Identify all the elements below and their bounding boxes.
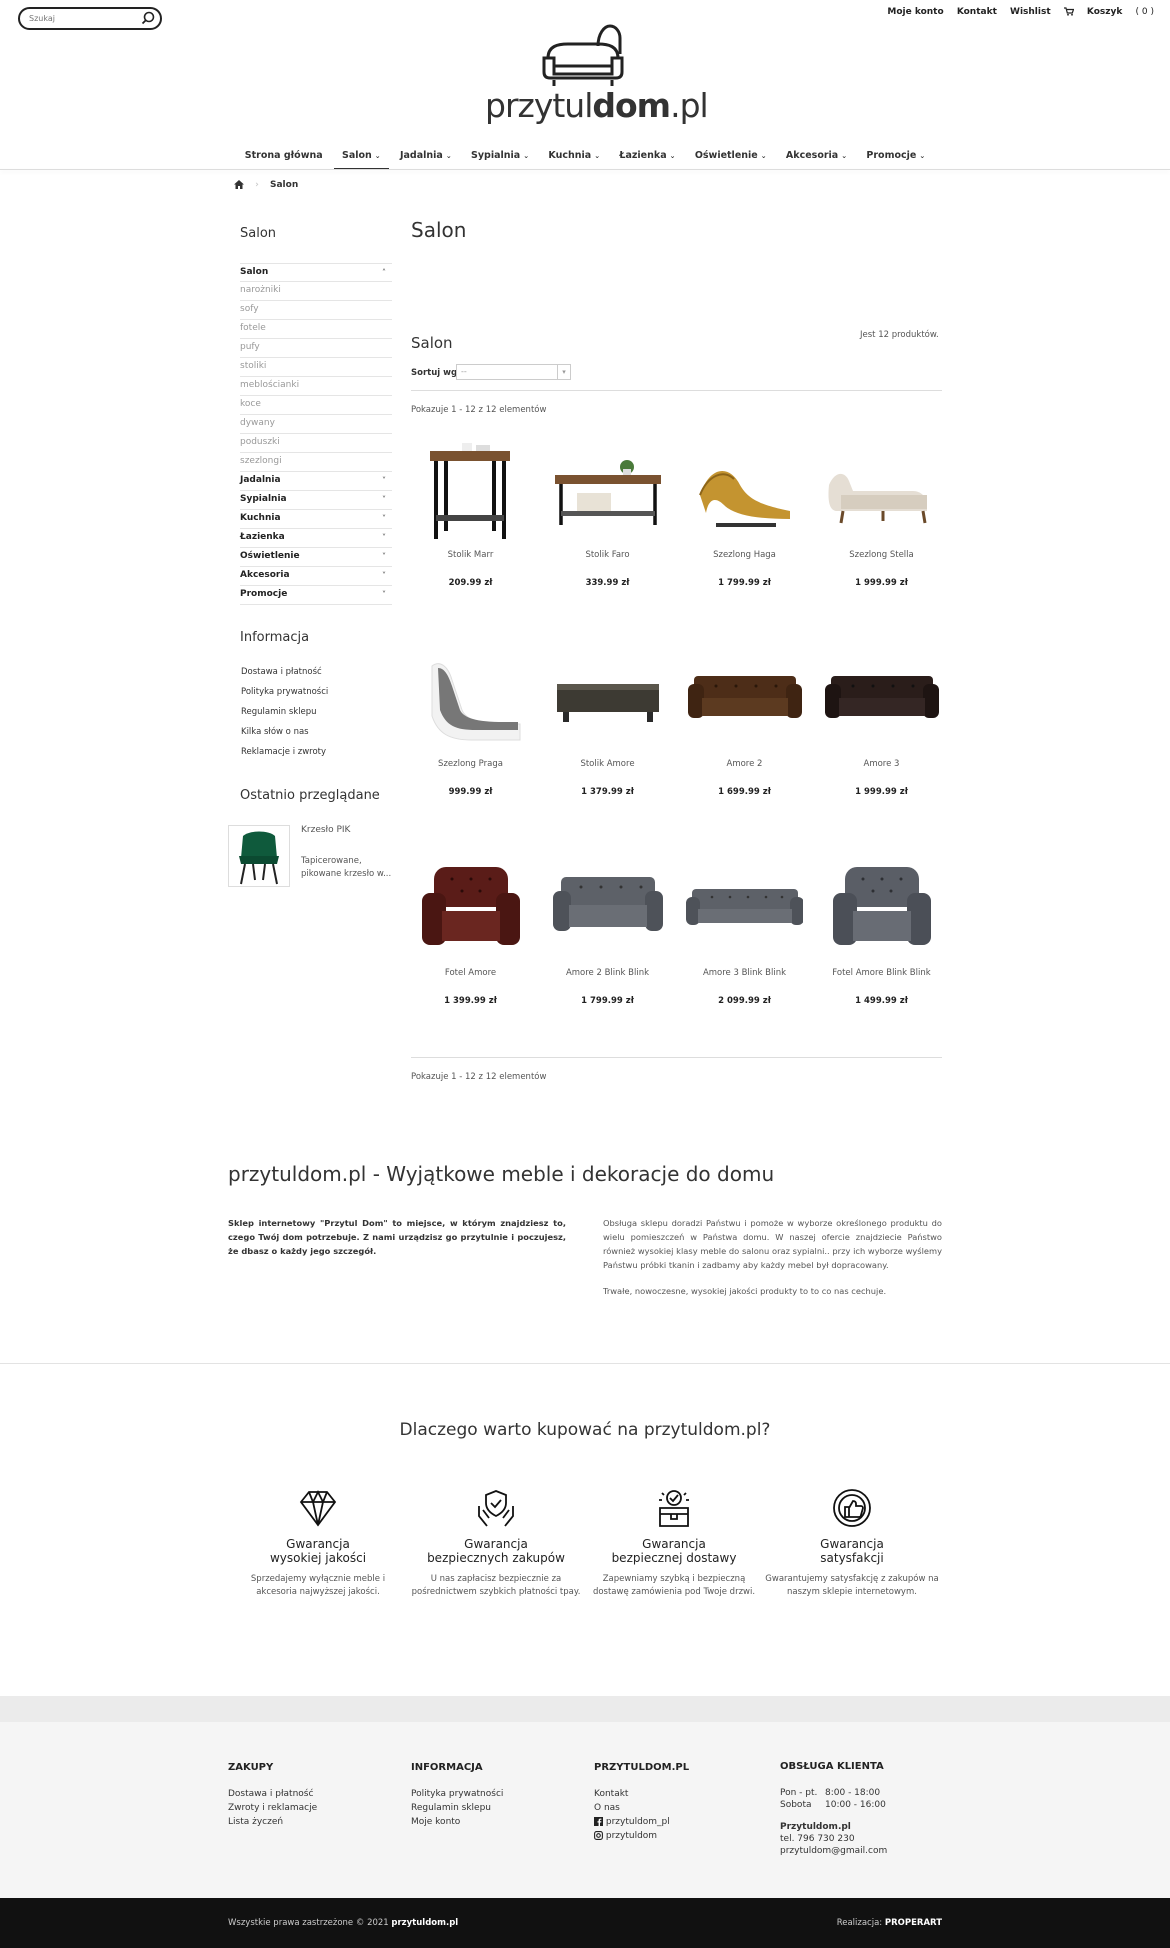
product-image[interactable] [823, 853, 940, 963]
category-label: fotele [240, 323, 266, 333]
category-item[interactable] [240, 358, 392, 377]
product-card[interactable] [402, 644, 539, 819]
footer-col-przytuldom [594, 1761, 689, 1843]
nav-promocje[interactable]: Promocje ⌄ [866, 150, 926, 161]
category-label: Jadalnia [240, 475, 281, 485]
product-card[interactable] [813, 644, 950, 819]
chevron-down-icon[interactable]: ˅ [382, 571, 386, 580]
feature-payment [406, 1488, 586, 1599]
footer-link[interactable]: Zwroty i reklamacje [228, 1803, 318, 1813]
category-title: Salon [411, 334, 453, 352]
diamond-icon [297, 1488, 339, 1528]
footer-heading: OBSŁUGA KLIENTA [780, 1761, 884, 1772]
search-input[interactable] [29, 9, 139, 27]
hours-row: Pon - pt. 8:00 - 18:00 [780, 1788, 881, 1798]
product-name[interactable]: Stolik Faro [585, 550, 630, 560]
product-image[interactable] [549, 644, 666, 754]
instagram-link[interactable]: przytuldom [594, 1829, 689, 1843]
nav-salon[interactable]: Salon ⌄ [334, 146, 389, 170]
footer-link[interactable]: O nas [594, 1803, 620, 1813]
footer-heading: ZAKUPY [228, 1762, 274, 1773]
product-price: 209.99 zł [448, 578, 493, 588]
feature-quality [228, 1488, 408, 1599]
product-name[interactable]: Szezlong Haga [713, 550, 776, 560]
product-count: Jest 12 produktów. [860, 330, 939, 340]
sort-value: -- [461, 367, 467, 376]
footer-col-obsluga [780, 1761, 887, 1857]
category-item[interactable] [240, 320, 392, 339]
category-item[interactable] [240, 472, 392, 491]
category-item[interactable] [240, 301, 392, 320]
chevron-down-icon: ⌄ [760, 152, 767, 160]
recent-heading: Ostatnio przeglądane [240, 788, 380, 803]
product-card[interactable] [676, 853, 813, 1028]
product-price: 1 499.99 zł [855, 996, 908, 1006]
chevron-down-icon[interactable]: ˅ [382, 552, 386, 561]
category-label: pufy [240, 342, 260, 352]
sofa-logo-icon [538, 18, 628, 88]
feature-desc: Zapewniamy szybką i bezpieczną dostawę zamówienia pod Twoje drzwi. [592, 1574, 756, 1597]
product-price: 1 699.99 zł [718, 787, 771, 797]
footer-heading: PRZYTULDOM.PL [594, 1762, 690, 1773]
category-label: stoliki [240, 361, 267, 371]
category-item[interactable] [240, 548, 392, 567]
chevron-down-icon: ⌄ [669, 152, 676, 160]
product-name[interactable]: Amore 2 [726, 759, 763, 769]
account-link[interactable]: Moje konto [887, 7, 944, 17]
feature-title: Gwarancja bezpiecznej dostawy [611, 1537, 737, 1565]
about-text-left: Sklep internetowy "Przytul Dom" to miejsce, w którym znajdziesz to, czego Twój dom potrzebuje. Z nami urządzisz go przytulnie i poczujesz, że dbasz o każdy jego szczegół. [228, 1218, 566, 1256]
category-item[interactable] [240, 453, 392, 472]
hours-row: Sobota 10:00 - 16:00 [780, 1800, 886, 1810]
category-item[interactable] [240, 529, 392, 548]
chevron-down-icon: ⌄ [523, 152, 530, 160]
category-item[interactable] [240, 282, 392, 301]
main-nav [0, 146, 1170, 170]
feature-title: Gwarancja satysfakcji [820, 1537, 884, 1565]
about-text-right: Obsługa sklepu doradzi Państwu i pomoże w wyborze określonego produktu do wielu pomieszczeń w Państwa domu. W naszej ofercie znajdziecie Państwo również wysokiej klasy meble do salonu oraz sypialni.. przy ich wyborze wyślemy Państwu próbki tkanin i zadbamy aby każdy mebel był dopracowany. Trwałe, nowoczesne, wysokiej jakości produkty to to co nas cechuje. [603, 1218, 942, 1296]
category-label: Sypialnia [240, 494, 287, 504]
product-image[interactable] [823, 435, 940, 545]
chevron-down-icon[interactable]: ˅ [382, 514, 386, 523]
chevron-down-icon: ▾ [557, 365, 570, 379]
info-link-about[interactable]: Kilka słów o nas [241, 727, 309, 737]
product-price: 1 379.99 zł [581, 787, 634, 797]
category-label: narożniki [240, 285, 281, 295]
shield-hands-icon [475, 1488, 517, 1528]
nav-kuchnia[interactable]: Kuchnia ⌄ [548, 150, 601, 161]
search-icon[interactable] [141, 11, 155, 28]
category-label: Kuchnia [240, 513, 281, 523]
search-box[interactable] [18, 7, 162, 30]
why-heading: Dlaczego warto kupować na przytuldom.pl? [399, 1420, 771, 1440]
nav-divider [0, 169, 1170, 170]
green-chair-icon [229, 826, 289, 886]
chevron-down-icon: ⌄ [594, 152, 601, 160]
category-item[interactable] [240, 434, 392, 453]
breadcrumb-separator: › [255, 180, 259, 190]
category-item[interactable] [240, 415, 392, 434]
instagram-icon [594, 1831, 603, 1840]
copyright: Wszystkie prawa zastrzeżone © 2021 przytuldom.pl [228, 1918, 459, 1928]
feature-desc: U nas zapłacisz bezpiecznie za pośrednictwem szybkich płatności tpay. [411, 1574, 581, 1597]
nav-jadalnia[interactable]: Jadalnia ⌄ [399, 150, 452, 161]
product-name[interactable]: Stolik Marr [447, 550, 494, 560]
product-card[interactable] [539, 644, 676, 819]
footer-col-zakupy [228, 1761, 317, 1829]
product-name[interactable]: Amore 3 Blink Blink [702, 968, 787, 978]
phone[interactable]: tel. 796 730 230 [780, 1834, 855, 1844]
product-image[interactable] [823, 644, 940, 754]
product-name[interactable]: Szezlong Stella [849, 550, 914, 560]
category-label: Salon [240, 267, 269, 277]
category-label: meblościanki [240, 380, 300, 390]
pagination-bottom: Pokazuje 1 - 12 z 12 elementów [411, 1072, 547, 1082]
product-image[interactable] [412, 853, 529, 963]
footer-heading: INFORMACJA [411, 1762, 483, 1773]
category-item[interactable] [240, 586, 392, 605]
feature-desc: Gwarantujemy satysfakcję z zakupów na naszym sklepie internetowym. [765, 1574, 939, 1597]
product-name[interactable]: Szezlong Praga [438, 759, 503, 769]
product-image[interactable] [412, 644, 529, 754]
product-price: 339.99 zł [585, 578, 630, 588]
product-image[interactable] [549, 853, 666, 963]
sidebar-heading: Salon [240, 226, 277, 241]
cart-label: Koszyk [1086, 7, 1123, 17]
product-name[interactable]: Amore 2 Blink Blink [565, 968, 650, 978]
info-link-returns[interactable]: Reklamacje i zwroty [241, 747, 327, 757]
cart-link[interactable] [1064, 7, 1154, 17]
category-label: Akcesoria [240, 570, 290, 580]
nav-home[interactable]: Strona główna [244, 150, 323, 161]
credits: Realizacja: PROPERART [836, 1918, 942, 1928]
feature-delivery [584, 1488, 764, 1599]
chevron-down-icon[interactable]: ˅ [382, 533, 386, 542]
logo[interactable] [480, 18, 708, 128]
product-card[interactable] [539, 853, 676, 1028]
nav-akcesoria[interactable]: Akcesoria ⌄ [785, 150, 848, 161]
bottom-bar [0, 1898, 1170, 1948]
product-image[interactable] [686, 853, 803, 963]
category-label: dywany [240, 418, 275, 428]
chevron-up-icon[interactable]: ˄ [382, 268, 386, 277]
wishlist-link[interactable]: Wishlist [1010, 7, 1051, 17]
facebook-link[interactable]: przytuldom_pl [594, 1815, 689, 1829]
footer-link[interactable]: Lista życzeń [228, 1817, 284, 1827]
product-image[interactable] [686, 644, 803, 754]
chevron-down-icon: ⌄ [841, 152, 848, 160]
chevron-down-icon[interactable]: ˅ [382, 476, 386, 485]
product-card[interactable] [676, 644, 813, 819]
product-price: 1 999.99 zł [855, 578, 908, 588]
box-check-icon [653, 1488, 695, 1528]
category-label: koce [240, 399, 261, 409]
footer-link[interactable]: Regulamin sklepu [411, 1803, 492, 1813]
category-item[interactable] [240, 567, 392, 586]
category-label: Łazienka [240, 532, 285, 542]
nav-lazienka[interactable]: Łazienka ⌄ [619, 150, 676, 161]
nav-sypialnia[interactable]: Sypialnia ⌄ [471, 150, 530, 161]
divider [411, 1057, 942, 1058]
cart-icon [1064, 7, 1074, 16]
info-link-privacy[interactable]: Polityka prywatności [241, 687, 329, 697]
product-name[interactable]: Stolik Amore [580, 759, 635, 769]
product-name[interactable]: Fotel Amore [444, 968, 497, 978]
top-links [877, 7, 1154, 17]
nav-oswietlenie[interactable]: Oświetlenie ⌄ [694, 150, 767, 161]
thumbs-up-badge-icon [831, 1488, 873, 1528]
product-card[interactable] [676, 435, 813, 610]
product-price: 1 799.99 zł [581, 996, 634, 1006]
product-image[interactable] [549, 435, 666, 545]
category-item[interactable] [240, 263, 392, 282]
category-label: Oświetlenie [240, 551, 300, 561]
recent-product-desc: Tapicerowane, pikowane krzesło w... [301, 856, 392, 879]
feature-desc: Sprzedajemy wyłącznie meble i akcesoria najwyższej jakości. [250, 1574, 386, 1597]
product-name[interactable]: Fotel Amore Blink Blink [832, 968, 931, 978]
footer-link[interactable]: Moje konto [411, 1817, 461, 1827]
page-title: Salon [411, 218, 467, 242]
cart-count: ( 0 ) [1135, 7, 1154, 17]
category-item[interactable] [240, 491, 392, 510]
product-image[interactable] [412, 435, 529, 545]
product-card[interactable] [813, 435, 950, 610]
product-price: 1 399.99 zł [444, 996, 497, 1006]
info-link-terms[interactable]: Regulamin sklepu [241, 707, 317, 717]
category-item[interactable] [240, 396, 392, 415]
facebook-icon [594, 1817, 603, 1826]
feature-satisfaction [762, 1488, 942, 1599]
product-price: 1 799.99 zł [718, 578, 771, 588]
product-image[interactable] [686, 435, 803, 545]
home-icon[interactable] [234, 180, 244, 189]
footer-link[interactable]: Polityka prywatności [411, 1789, 504, 1799]
footer-band [0, 1696, 1170, 1722]
product-card[interactable] [539, 435, 676, 610]
product-price: 999.99 zł [448, 787, 493, 797]
chevron-down-icon[interactable]: ˅ [382, 495, 386, 504]
chevron-down-icon[interactable]: ˅ [382, 590, 386, 599]
product-name[interactable]: Amore 3 [863, 759, 900, 769]
about-heading: przytuldom.pl - Wyjątkowe meble i dekoracje do domu [228, 1162, 775, 1186]
info-heading: Informacja [240, 630, 310, 645]
email[interactable]: przytuldom@gmail.com [780, 1846, 888, 1856]
recent-product-image[interactable] [228, 825, 290, 887]
sort-label: Sortuj wg [411, 368, 458, 378]
sort-select[interactable] [456, 364, 571, 380]
feature-title: Gwarancja wysokiej jakości [269, 1537, 367, 1565]
category-item[interactable] [240, 377, 392, 396]
product-price: 2 099.99 zł [718, 996, 771, 1006]
chevron-down-icon: ⌄ [445, 152, 452, 160]
footer-link[interactable]: Dostawa i płatność [228, 1789, 314, 1799]
contact-link[interactable]: Kontakt [956, 7, 997, 17]
category-label: szezlongi [240, 456, 282, 466]
breadcrumb-current: Salon [270, 180, 299, 190]
product-price: 1 999.99 zł [855, 787, 908, 797]
footer-link[interactable]: Kontakt [594, 1789, 629, 1799]
category-item[interactable] [240, 510, 392, 529]
section-divider [0, 1363, 1170, 1364]
breadcrumb [234, 180, 298, 190]
info-link-delivery[interactable]: Dostawa i płatność [241, 667, 322, 677]
pagination-top: Pokazuje 1 - 12 z 12 elementów [411, 405, 547, 415]
chevron-down-icon: ⌄ [919, 152, 926, 160]
footer [0, 1696, 1170, 1898]
product-card[interactable] [402, 435, 539, 610]
category-label: Promocje [240, 589, 288, 599]
category-label: sofy [240, 304, 259, 314]
company-name: Przytuldom.pl [780, 1822, 851, 1832]
divider [411, 390, 942, 391]
recent-product-name[interactable]: Krzesło PIK [301, 825, 351, 835]
category-label: poduszki [240, 437, 280, 447]
logo-text: przytuldom.pl [485, 86, 708, 125]
chevron-down-icon: ⌄ [374, 152, 381, 160]
product-card[interactable] [402, 853, 539, 1028]
product-card[interactable] [813, 853, 950, 1028]
feature-title: Gwarancja bezpiecznych zakupów [427, 1537, 565, 1565]
footer-col-informacja [411, 1761, 503, 1829]
category-item[interactable] [240, 339, 392, 358]
